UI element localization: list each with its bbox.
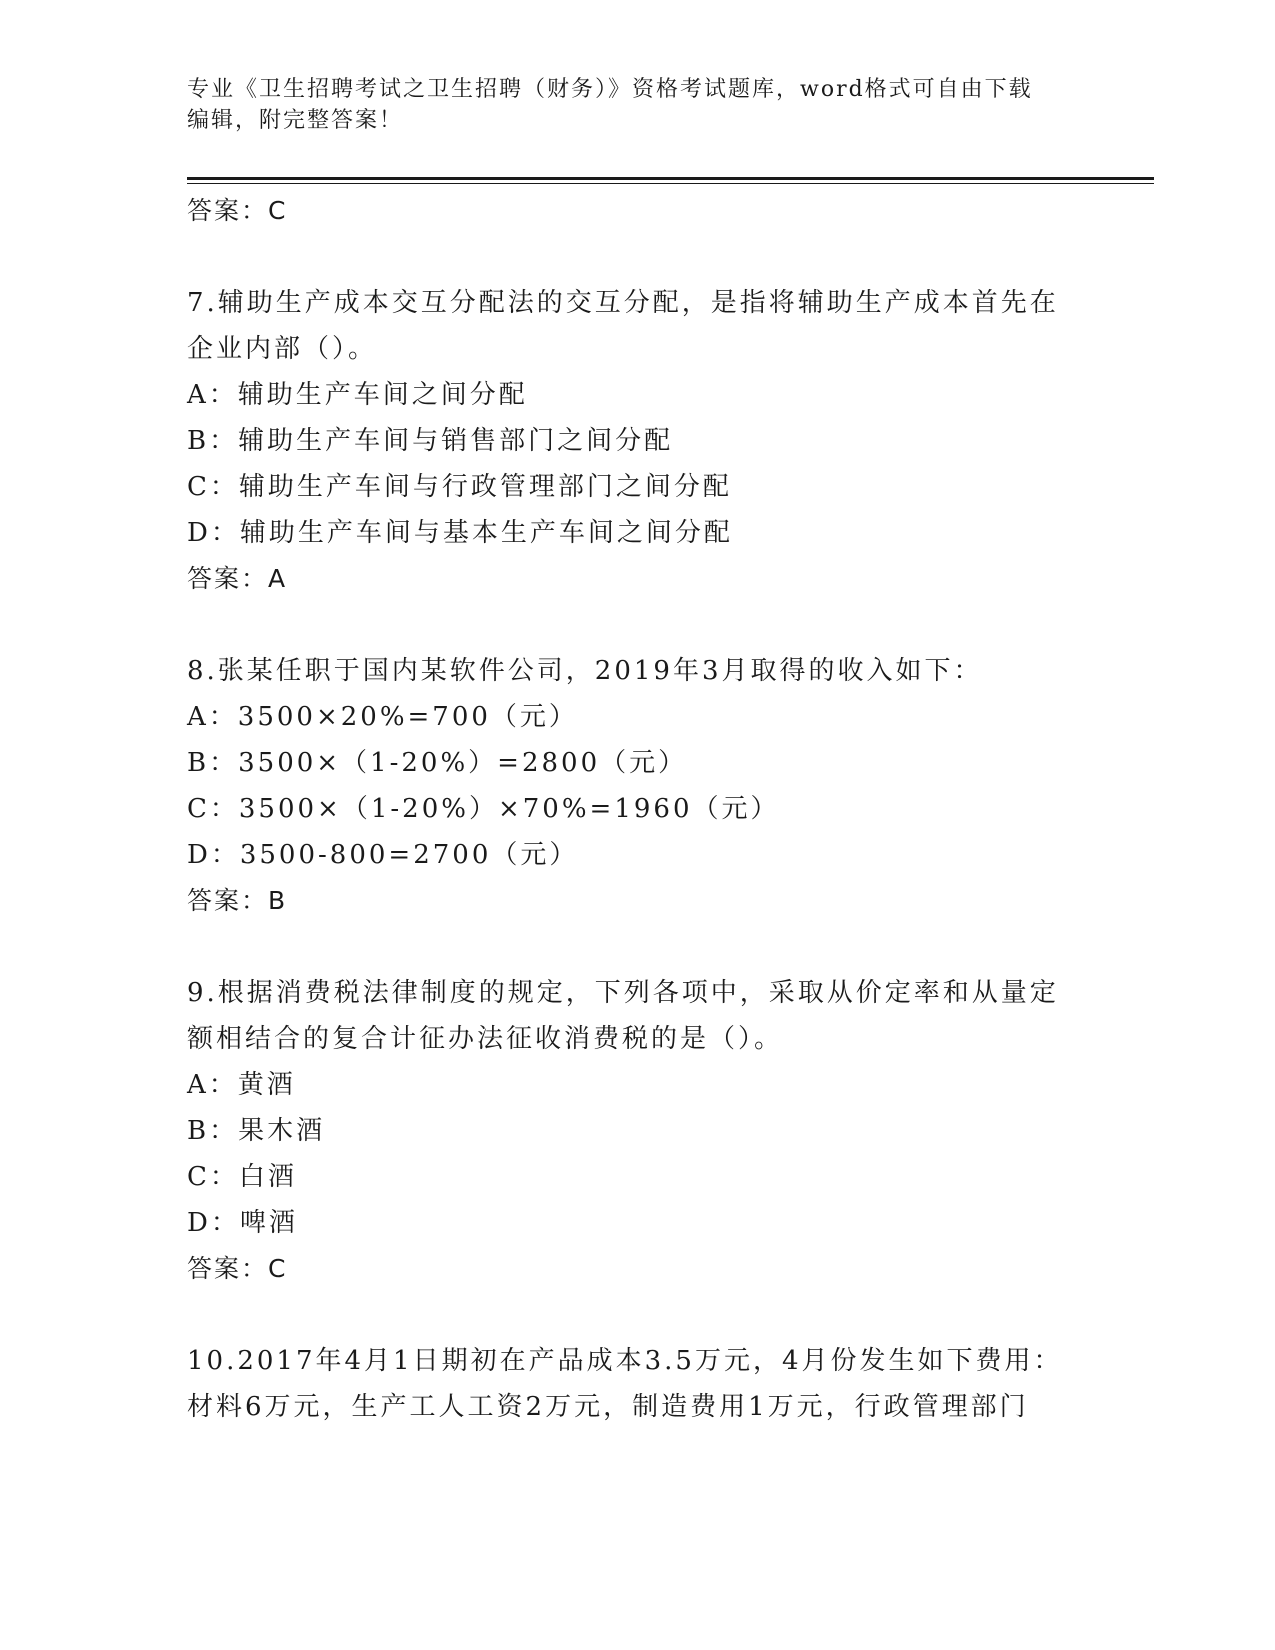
spacer [187,1292,1087,1338]
spacer [187,234,1087,280]
answer-line: 答案：B [187,886,288,915]
question-9 [187,970,1087,1292]
option-c: C：3500×（1-20%）×70%=1960（元） [187,794,780,824]
question-text-line: 10.2017年4月1日期初在产品成本3.5万元，4月份发生如下费用： [187,1346,1063,1376]
header-divider-thick [187,177,1154,180]
question-8 [187,648,1087,924]
question-text-line: 8.张某任职于国内某软件公司，2019年3月取得的收入如下： [187,656,983,686]
answer-line: 答案：C [187,196,288,225]
option-a: A：辅助生产车间之间分配 [187,380,528,410]
spacer [187,924,1087,970]
question-10 [187,1338,1087,1430]
previous-answer-block [187,188,1087,234]
option-c: C：辅助生产车间与行政管理部门之间分配 [187,472,732,502]
document-header [187,74,1087,136]
header-divider-thin [187,183,1154,184]
answer-line: 答案：A [187,564,288,593]
question-text-line: 材料6万元，生产工人工资2万元，制造费用1万元，行政管理部门 [187,1392,1029,1422]
option-a: A：黄酒 [187,1070,296,1100]
question-text-line: 企业内部（）。 [187,334,378,364]
question-text-line: 9.根据消费税法律制度的规定，下列各项中，采取从价定率和从量定 [187,978,1059,1008]
option-a: A：3500×20%=700（元） [187,702,578,732]
question-text-line: 7.辅助生产成本交互分配法的交互分配，是指将辅助生产成本首先在 [187,288,1059,318]
option-c: C：白酒 [187,1162,297,1192]
answer-line: 答案：C [187,1254,288,1283]
option-b: B：3500×（1-20%）=2800（元） [187,748,688,778]
question-7 [187,280,1087,602]
option-d: D：3500-800=2700（元） [187,840,579,870]
spacer [187,602,1087,648]
option-d: D：啤酒 [187,1208,298,1238]
option-b: B：辅助生产车间与销售部门之间分配 [187,426,674,456]
question-list [187,188,1087,1430]
option-b: B：果木酒 [187,1116,326,1146]
header-line-1: 专业《卫生招聘考试之卫生招聘（财务）》资格考试题库，word格式可自由下载 [187,77,1033,102]
header-line-2: 编辑，附完整答案！ [187,108,404,133]
option-d: D：辅助生产车间与基本生产车间之间分配 [187,518,733,548]
question-text-line: 额相结合的复合计征办法征收消费税的是（）。 [187,1024,784,1054]
